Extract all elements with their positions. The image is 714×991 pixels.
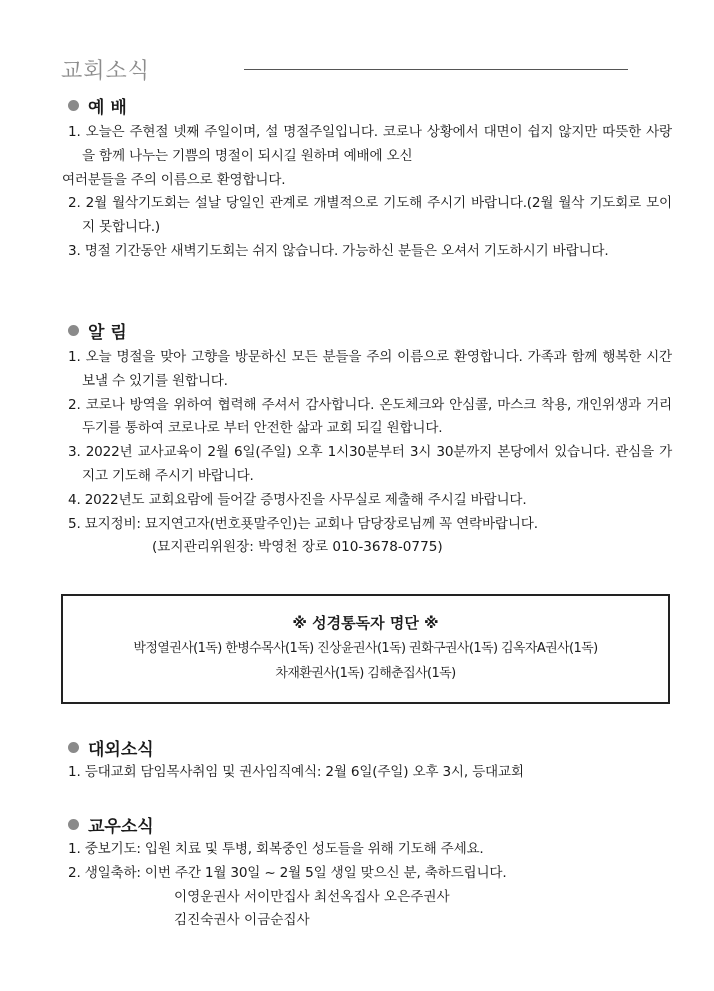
worship-section [62, 92, 672, 264]
worship-item-3: 3. 명절 기간동안 새벽기도회는 쉬지 않습니다. 가능하신 분들은 오셔서 기도하시기 바랍니다. [68, 242, 609, 259]
notices-heading-text: 알 림 [88, 322, 127, 343]
bullet-icon [68, 325, 79, 336]
notice-item-3: 3. 2022년 교사교육이 2월 6일(주일) 오후 1시30분부터 3시 30분까지 본당에서 있습니다. 관심을 가지고 기도해 주시기 바랍니다. [68, 444, 672, 484]
bullet-icon [68, 819, 79, 830]
bullet-icon [68, 100, 79, 111]
notice-item-4: 4. 2022년도 교회요람에 들어갈 증명사진을 사무실로 제출해 주시길 바랍니다. [68, 491, 527, 508]
bible-readers-title: ※ 성경통독자 명단 ※ [292, 614, 439, 632]
worship-heading-text: 예 배 [88, 97, 127, 118]
external-heading-text: 대외소식 [88, 739, 154, 760]
worship-heading [62, 92, 672, 118]
notices-section [62, 317, 672, 560]
worship-item-2: 2. 2월 월삭기도회는 설날 당일인 관계로 개별적으로 기도해 주시기 바랍니다.(2월 월삭 기도회로 모이지 못합니다.) [68, 195, 672, 236]
bible-readers-line-1: 박정열권사(1독) 한병수목사(1독) 진상윤권사(1독) 권화구권사(1독) 김옥자A권사(1독) [133, 641, 598, 656]
notice-item-5: 5. 묘지정비: 묘지연고자(번호푯말주인)는 교회나 담당장로님께 꼭 연락바랍니다. [68, 515, 538, 532]
worship-item-1: 1. 오늘은 주현절 넷째 주일이며, 설 명절주일입니다. 코로나 상황에서 대면이 쉽지 않지만 따뜻한 사랑을 함께 나누는 기쁨의 명절이 되시길 원하며 예배에 오신 [68, 124, 672, 164]
members-section [62, 811, 672, 933]
members-heading-text: 교우소식 [88, 816, 154, 837]
members-item-1: 1. 중보기도: 입원 치료 및 투병, 회복중인 성도들을 위해 기도해 주세요. [68, 841, 484, 857]
external-item-1: 1. 등대교회 담임목사취임 및 권사임직예식: 2월 6일(주일) 오후 3시, 등대교회 [68, 764, 524, 780]
bible-readers-box [61, 594, 670, 704]
page-title: 교회소식 [61, 59, 151, 84]
worship-item-1-cont: 여러분들을 주의 이름으로 환영합니다. [62, 171, 286, 188]
external-heading [62, 734, 672, 760]
members-item-2: 2. 생일축하: 이번 주간 1월 30일 ~ 2월 5일 생일 맞으신 분, 축하드립니다. [68, 864, 507, 881]
bullet-icon [68, 742, 79, 753]
external-section [62, 734, 672, 785]
notice-item-2: 2. 코로나 방역을 위하여 협력해 주셔서 감사합니다. 온도체크와 안심콜, 마스크 착용, 개인위생과 거리두기를 통하여 코로나로 부터 안전한 삶과 교회 되길 원합니다. [68, 396, 672, 437]
title-divider [244, 69, 628, 70]
bible-readers-line-2: 차재환권사(1독) 김해춘집사(1독) [275, 666, 456, 681]
members-heading [62, 811, 672, 837]
notice-contact: (묘지관리위원장: 박영천 장로 010-3678-0775) [152, 539, 443, 556]
notices-heading [62, 317, 672, 343]
birthday-names-1: 이영운권사 서이만집사 최선옥집사 오은주권사 [174, 888, 450, 905]
birthday-names-2: 김진숙권사 이금순집사 [174, 912, 310, 929]
notice-item-1: 1. 오늘 명절을 맞아 고향을 방문하신 모든 분들을 주의 이름으로 환영합니다. 가족과 함께 행복한 시간 보낼 수 있기를 원합니다. [68, 349, 672, 389]
